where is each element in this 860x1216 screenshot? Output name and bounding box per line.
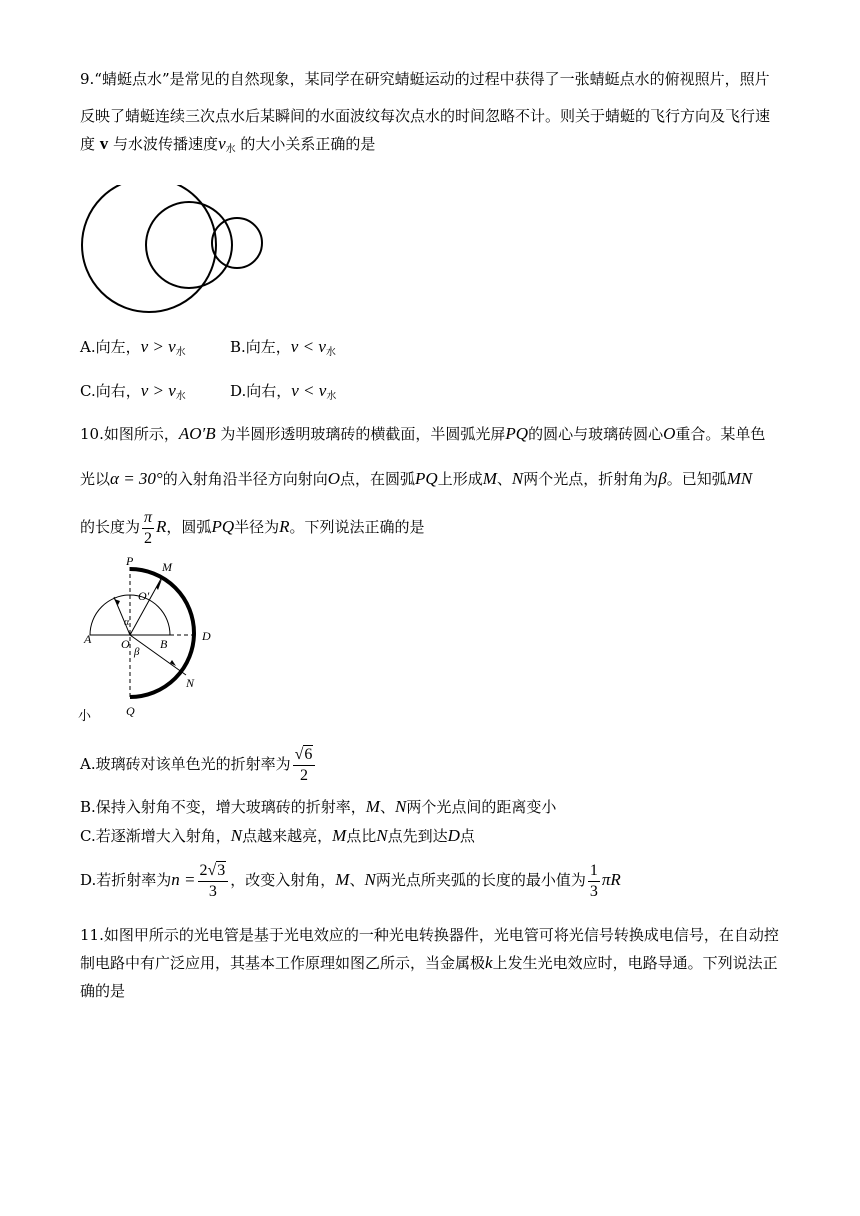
label-beta: β xyxy=(134,646,140,658)
q9-line3: 度 v 与水波传播速度$v_水$ 的大小关系正确的是 xyxy=(80,134,376,155)
q9-option-b[interactable]: B.向左，$v < v_水$ xyxy=(230,337,336,358)
q9-option-a[interactable]: A.向左，$v > v_水$ xyxy=(80,337,186,358)
q10-option-a[interactable]: A.玻璃砖对该单色光的折射率为 $\frac{√6}{2}$ xyxy=(80,740,317,788)
q11-line3: 确的是 xyxy=(80,982,126,1000)
ripple-circles-figure xyxy=(78,185,298,325)
label-alpha: α xyxy=(124,617,130,628)
q9-option-c[interactable]: C.向右，$v > v_水$ xyxy=(80,381,186,402)
label-Q: Q xyxy=(126,704,135,718)
label-small: 小 xyxy=(78,708,92,723)
q9-line2: 反映了蜻蜓连续三次点水后某瞬间的水面波纹每次点水的时间忽略不计。则关于蜻蜓的飞行方向及飞行速 xyxy=(80,107,771,125)
q9-option-d[interactable]: D.向右，$v < v_水$ xyxy=(230,381,337,402)
q10-line1: 10.如图所示，AO′B 为半圆形透明玻璃砖的横截面，半圆弧光屏PQ的圆心与玻璃砖圆心O重合。某单色 xyxy=(80,424,766,443)
q9-line1: 9.“蜻蜓点水”是常见的自然现象，某同学在研究蜻蜓运动的过程中获得了一张蜻蜓点水的俯视照片，照片 xyxy=(80,70,770,88)
q10-line2: 光以α = 30°的入射角沿半径方向射向O点，在圆弧PQ上形成M、N两个光点，折射角为β。已知弧MN xyxy=(80,469,753,488)
label-N: N xyxy=(186,676,195,690)
q10-option-c[interactable]: C.若逐渐增大入射角，N点越来越亮，M点比N点先到达D点 xyxy=(80,826,475,845)
q11-line2: 制电路中有广泛应用，其基本工作原理如图乙所示，当金属极k上发生光电效应时，电路导通。下列说法正 xyxy=(80,953,778,972)
label-B: B xyxy=(160,637,168,651)
label-A: A xyxy=(84,632,92,646)
label-P: P xyxy=(126,555,134,568)
label-D: D xyxy=(202,629,211,643)
q10-option-b[interactable]: B.保持入射角不变，增大玻璃砖的折射率，M、N两个光点间的距离变小 xyxy=(80,797,557,816)
label-M: M xyxy=(162,560,172,574)
q11-line1: 11.如图甲所示的光电管是基于光电效应的一种光电转换器件，光电管可将光信号转换成电信号，在自动控 xyxy=(80,926,779,944)
q10-line3: 的长度为 $\frac{\pi}{2}$ R，圆弧PQ半径为R。下列说法正确的是 xyxy=(80,508,425,547)
glass-brick-figure xyxy=(78,555,238,725)
q10-option-d[interactable]: D.若折射率为n = $\frac{2√3}{3}$ ，改变入射角，M、N两光点所夹弧的长度的最小值为 $\frac{1}{3}$ πR xyxy=(80,861,621,900)
label-O1: O′ xyxy=(138,589,150,603)
label-O: O xyxy=(121,637,130,651)
